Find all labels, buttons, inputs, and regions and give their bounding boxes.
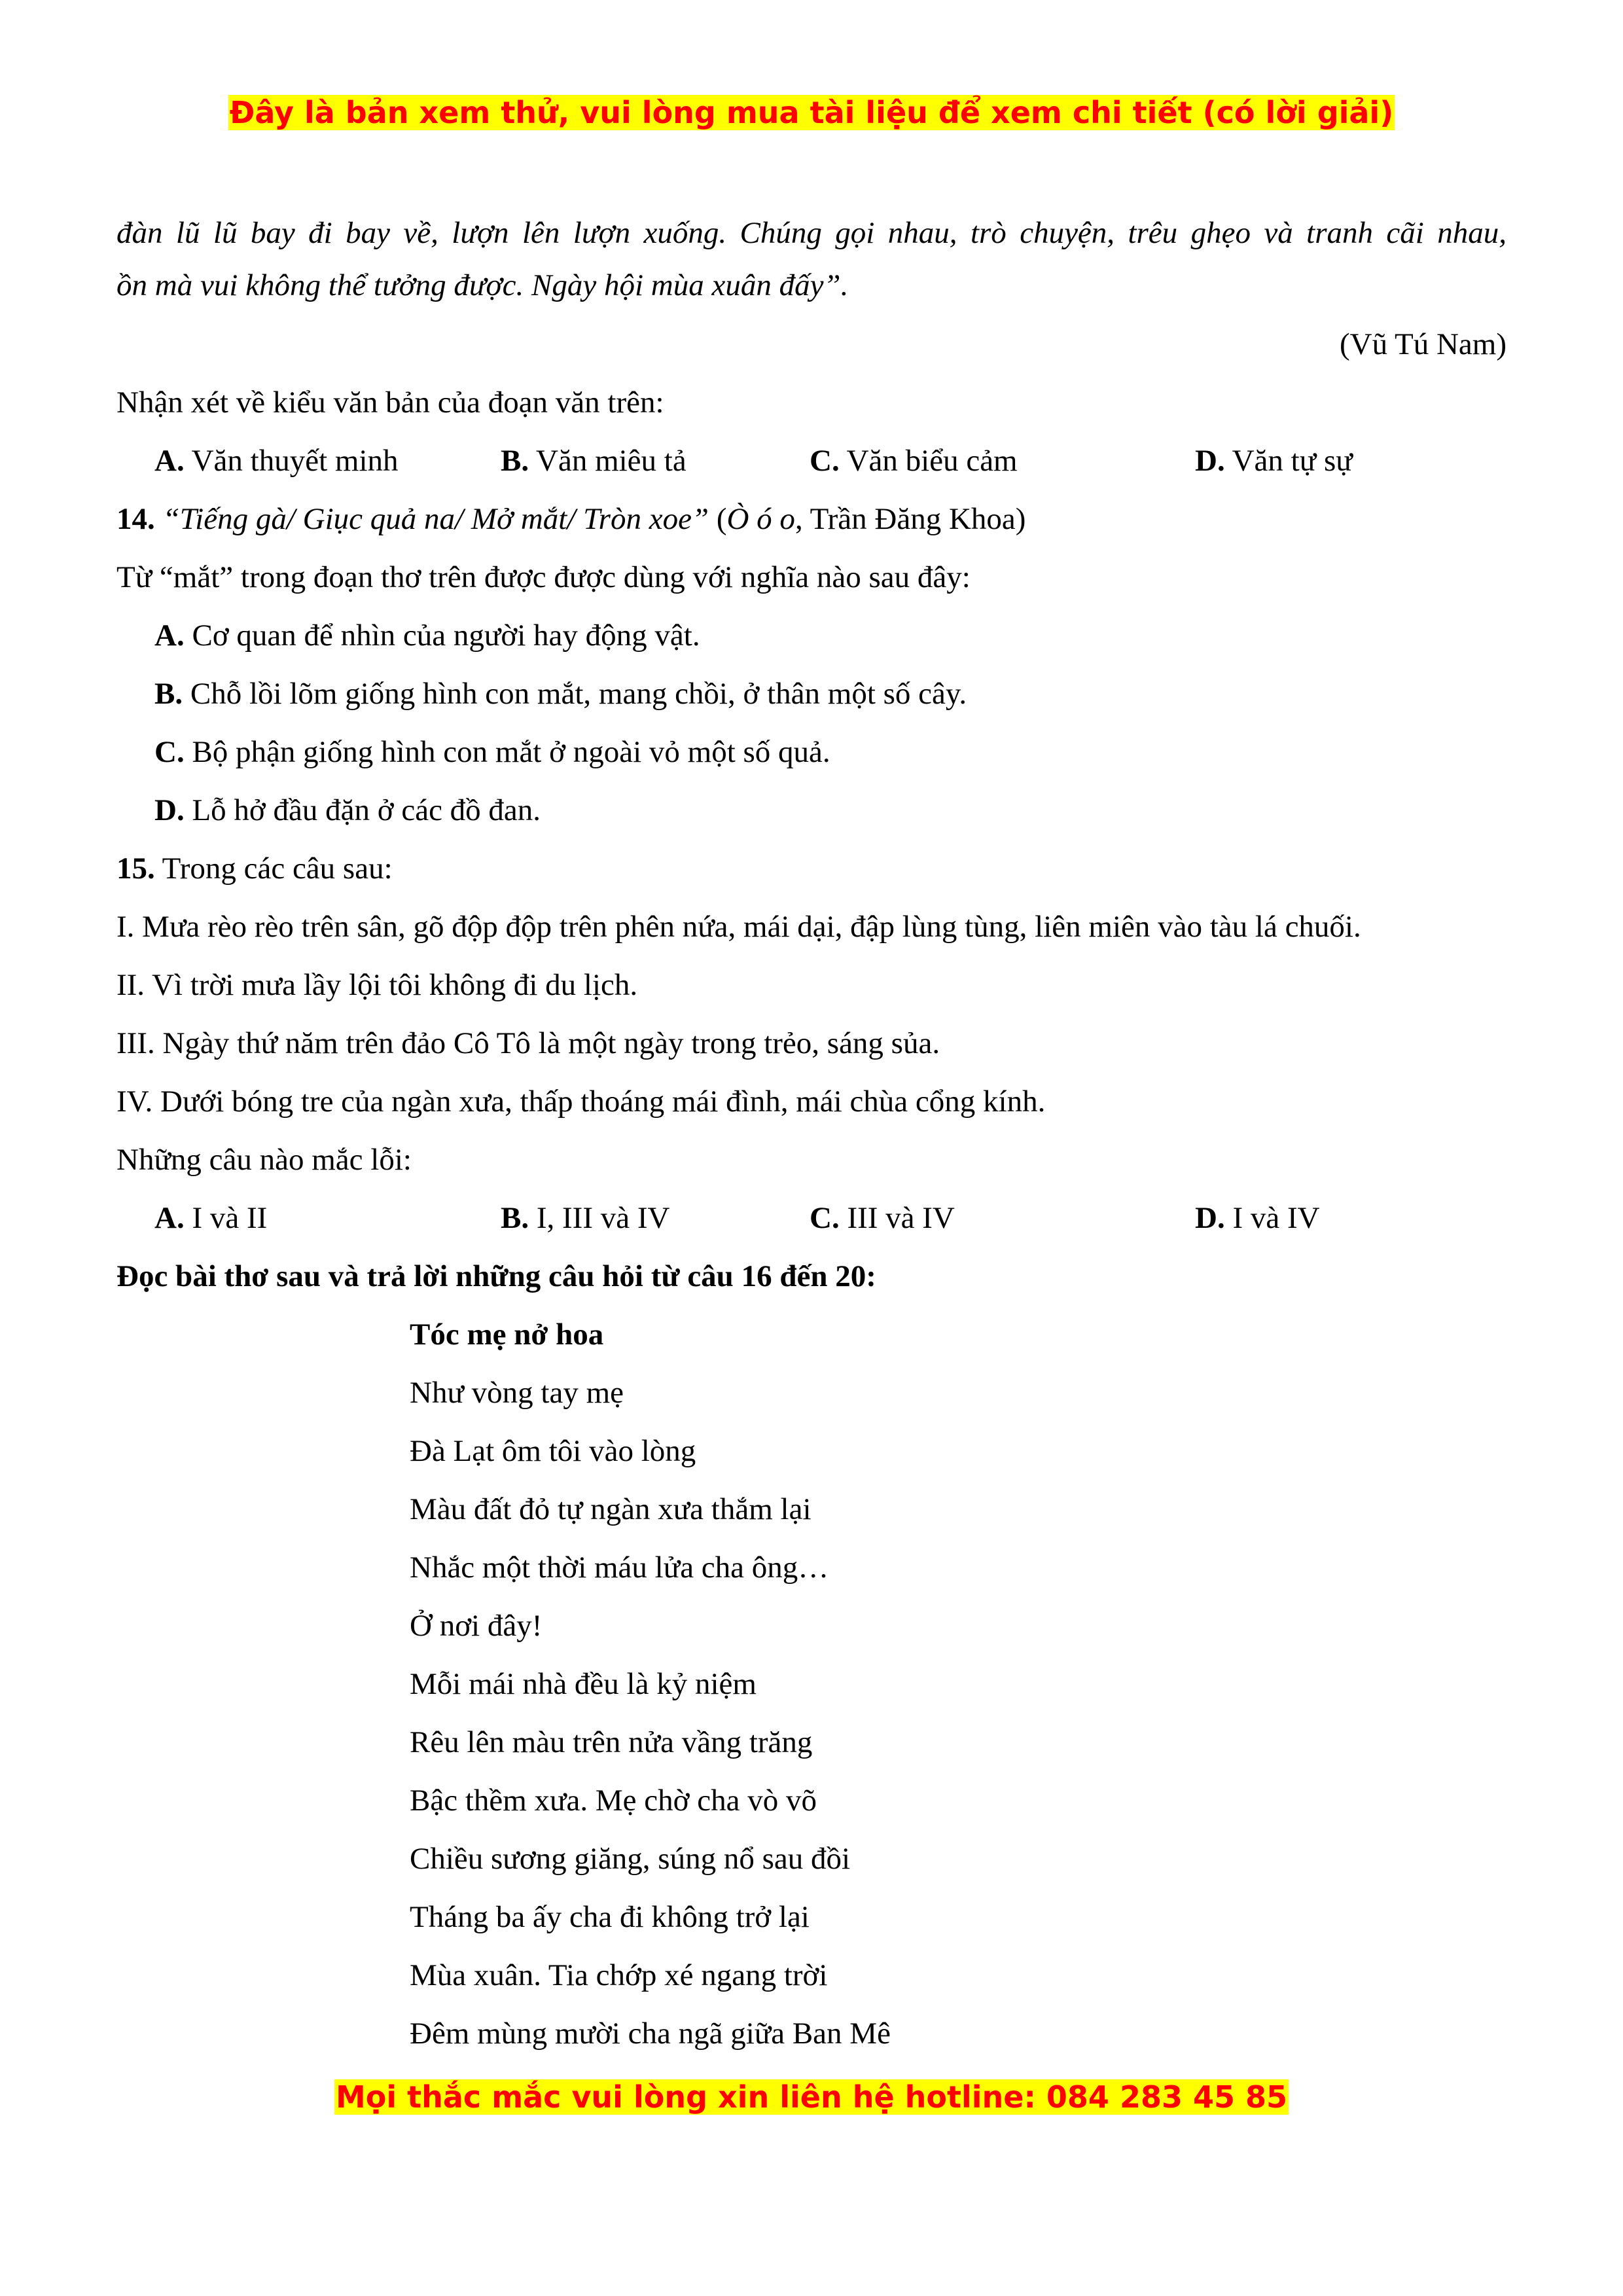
poem-line: Bậc thềm xưa. Mẹ chờ cha vò võ (410, 1784, 817, 1818)
passage-line-2: ồn mà vui không thể tưởng được. Ngày hội mùa xuân đấy”. (116, 268, 849, 302)
q15-stem: Những câu nào mắc lỗi: (116, 1143, 412, 1177)
q14-heading: 14. “Tiếng gà/ Giục quả na/ Mở mắt/ Tròn xoe” (Ò ó o, Trần Đăng Khoa) (116, 502, 1026, 536)
q13-option-c[interactable]: C. Văn biểu cảm (810, 444, 1018, 478)
passage-author: (Vũ Tú Nam) (1340, 327, 1507, 361)
poem-line: Đêm mùng mười cha ngã giữa Ban Mê (410, 2017, 891, 2051)
q15-option-d[interactable]: D. I và IV (1195, 1201, 1320, 1235)
poem-line: Đà Lạt ôm tôi vào lòng (410, 1434, 696, 1468)
reading-instruction: Đọc bài thơ sau và trả lời những câu hỏi từ câu 16 đến 20: (116, 1259, 876, 1293)
q14-option-c[interactable]: C. Bộ phận giống hình con mắt ở ngoài vỏ một số quả. (154, 735, 830, 769)
q15-sentence-4: IV. Dưới bóng tre của ngàn xưa, thấp thoáng mái đình, mái chùa cổng kính. (116, 1085, 1046, 1119)
poem-line: Mỗi mái nhà đều là kỷ niệm (410, 1667, 757, 1701)
poem-line: Chiều sương giăng, súng nổ sau đồi (410, 1842, 851, 1876)
preview-banner: Đây là bản xem thử, vui lòng mua tài liệu để xem chi tiết (có lời giải) (229, 95, 1394, 130)
q15-sentence-3: III. Ngày thứ năm trên đảo Cô Tô là một ngày trong trẻo, sáng sủa. (116, 1026, 940, 1060)
q15-option-c[interactable]: C. III và IV (810, 1201, 955, 1235)
poem-line: Như vòng tay mẹ (410, 1376, 624, 1410)
q14-option-b[interactable]: B. Chỗ lồi lõm giống hình con mắt, mang chồi, ở thân một số cây. (154, 677, 967, 711)
poem-line: Mùa xuân. Tia chớp xé ngang trời (410, 1958, 828, 1992)
q13-stem: Nhận xét về kiểu văn bản của đoạn văn trên: (116, 386, 664, 420)
q15-heading: 15. Trong các câu sau: (116, 852, 393, 886)
poem-line: Nhắc một thời máu lửa cha ông… (410, 1551, 829, 1585)
poem-line: Rêu lên màu trên nửa vầng trăng (410, 1725, 813, 1759)
poem-title: Tóc mẹ nở hoa (410, 1318, 604, 1352)
poem-line: Tháng ba ấy cha đi không trở lại (410, 1900, 810, 1934)
q14-stem: Từ “mắt” trong đoạn thơ trên được được dùng với nghĩa nào sau đây: (116, 560, 971, 594)
q13-option-a[interactable]: A. Văn thuyết minh (154, 444, 399, 478)
q15-option-a[interactable]: A. I và II (154, 1201, 268, 1235)
q15-sentence-2: II. Vì trời mưa lầy lội tôi không đi du lịch. (116, 968, 638, 1002)
poem-line: Màu đất đỏ tự ngàn xưa thắm lại (410, 1492, 812, 1526)
poem-line: Ở nơi đây! (410, 1609, 543, 1643)
q13-option-d[interactable]: D. Văn tự sự (1195, 444, 1353, 478)
q15-option-b[interactable]: B. I, III và IV (501, 1201, 670, 1235)
hotline-banner: Mọi thắc mắc vui lòng xin liên hệ hotline: 084 283 45 85 (335, 2079, 1288, 2115)
q15-sentence-1: I. Mưa rèo rèo trên sân, gõ độp độp trên phên nứa, mái dại, đập lùng tùng, liên miên vào tàu lá chuối. (116, 910, 1361, 944)
q14-option-a[interactable]: A. Cơ quan để nhìn của người hay động vật. (154, 619, 700, 653)
q14-option-d[interactable]: D. Lỗ hở đầu đặn ở các đồ đan. (154, 793, 541, 827)
passage-line-1: đàn lũ lũ bay đi bay về, lượn lên lượn xuống. Chúng gọi nhau, trò chuyện, trêu ghẹo và tranh cãi nhau, (116, 216, 1507, 250)
q13-option-b[interactable]: B. Văn miêu tả (501, 444, 687, 478)
